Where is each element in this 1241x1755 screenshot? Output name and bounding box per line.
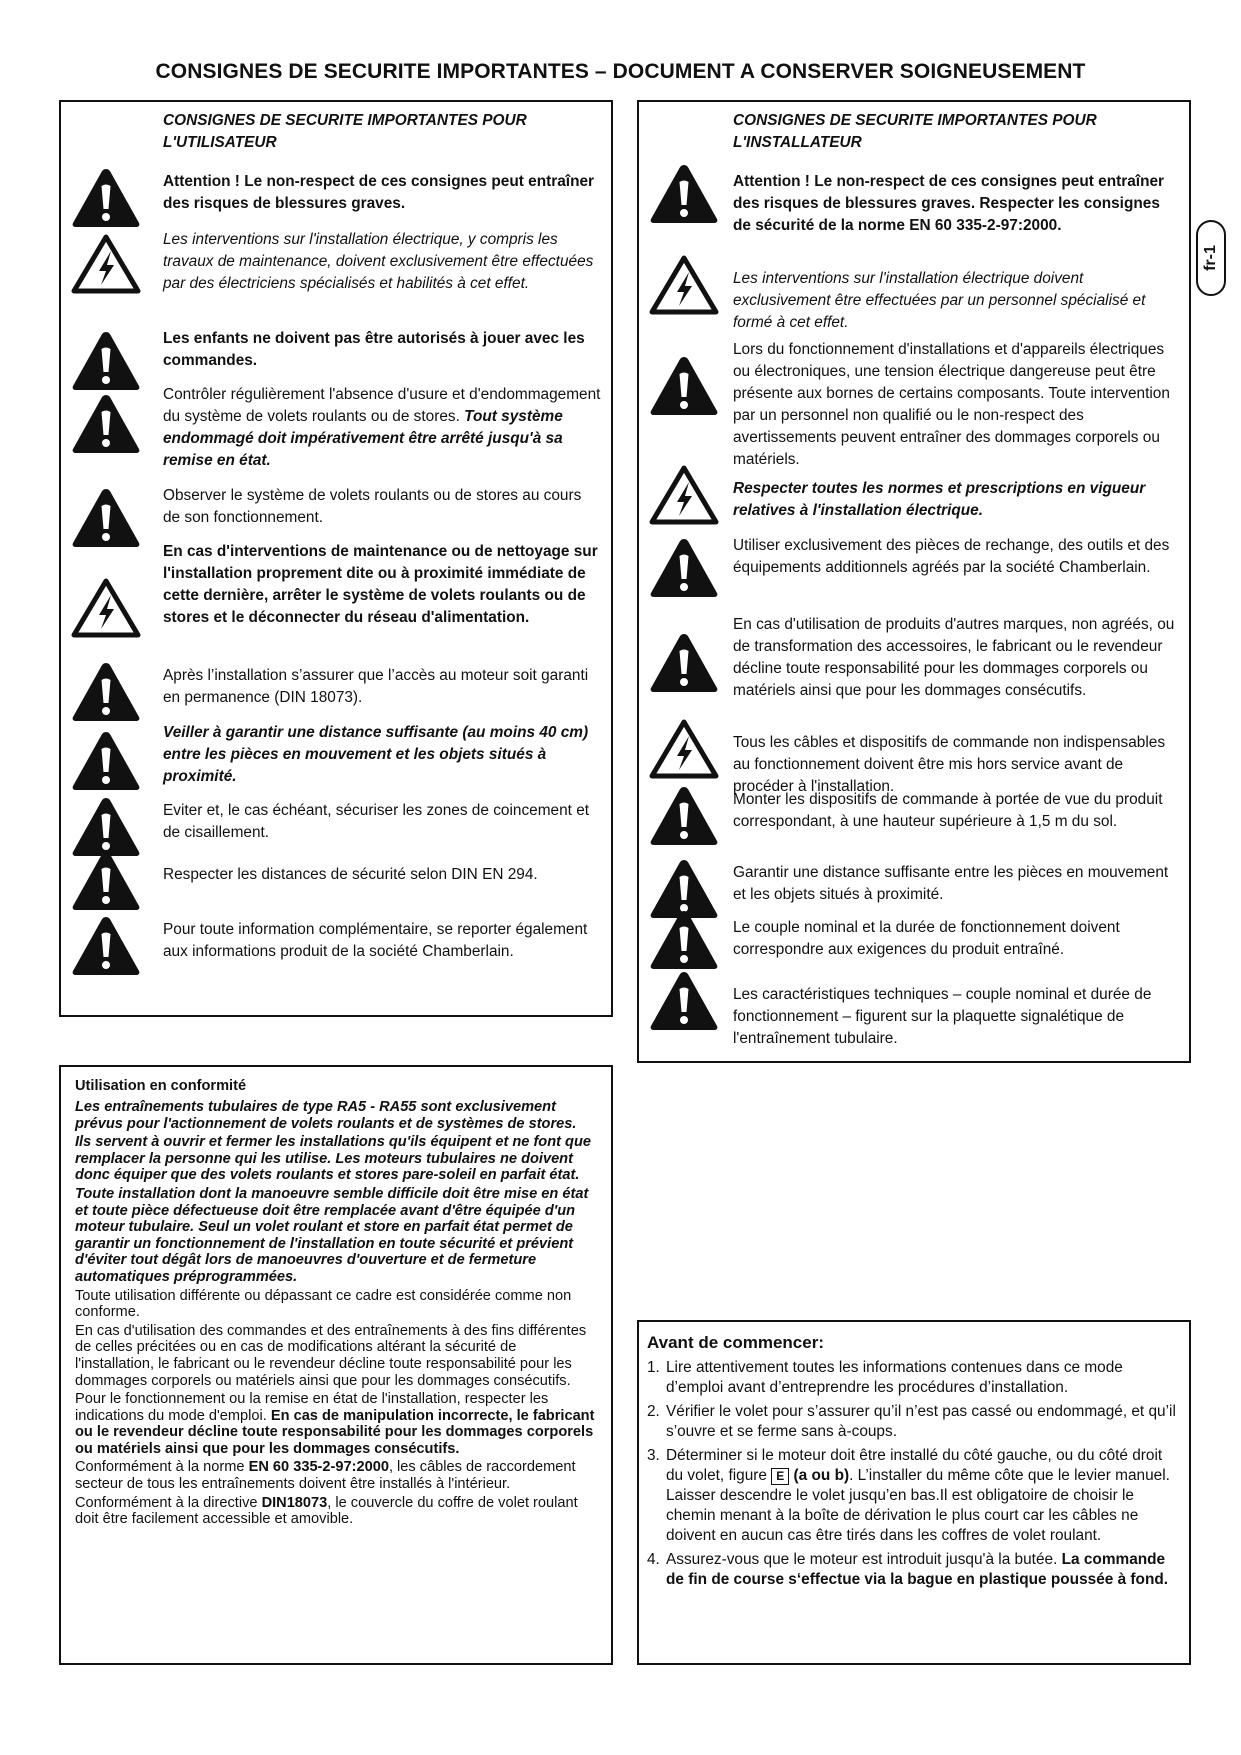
text-segment: Les interventions sur l'installation électrique doivent exclusivement être effectuées par un personnel spécialisé et formé à cet effet. — [733, 270, 1146, 331]
text-segment: Pour toute information complémentaire, se reporter également aux informations produit de la société Chamberlain. — [163, 921, 588, 960]
safety-item-text — [163, 722, 601, 788]
usage-box — [59, 1065, 613, 1665]
text-segment: Garantir une distance suffisante entre les pièces en mouvement et les objets situés à proximité. — [733, 864, 1169, 903]
text-segment: Ils servent à ouvrir et fermer les installations qu'ils équipent et ne font que remplacer la personne qui les utilise. Les moteurs tubulaires ne doivent donc équiper que des volets roulants et stores pare-soleil en parfait état. — [75, 1134, 591, 1184]
warning-icon — [649, 355, 719, 417]
text-segment: Veiller à garantir une distance suffisante (au moins 40 cm) entre les pièces en mouvement et les objets situés à proximité. — [163, 724, 589, 785]
text-segment: , les câbles de raccordement secteur de tous les entraînements doivent être installés à l'intérieur. — [75, 1459, 576, 1493]
before-steps — [647, 1358, 1179, 1590]
text-segment: Les enfants ne doivent pas être autorisés à jouer avec les commandes. — [163, 330, 585, 369]
warning-icon — [71, 730, 141, 792]
safety-item-text — [163, 229, 601, 295]
text-segment: . L’installer du même côte que le levier manuel. Laisser descendre le volet jusqu’en bas.Il est obligatoire de choisir le chemin menant à la boîte de dérivation le plus court car les câbles ne doivent en aucun cas être tirés dans les coffres de volet roulant. — [666, 1467, 1170, 1544]
text-segment: Les caractéristiques techniques – couple nominal et durée de fonctionnement – figurent sur la plaquette signalétique de l'entraînement tubulaire. — [733, 986, 1152, 1047]
step-number: 4. — [647, 1551, 660, 1568]
warning-icon — [71, 850, 141, 912]
safety-item-text — [733, 917, 1179, 961]
usage-paragraph — [75, 1495, 597, 1528]
warning-icon — [71, 167, 141, 229]
usage-paragraph — [75, 1134, 597, 1184]
text-segment: Lire attentivement toutes les informations contenues dans ce mode d’emploi avant d’entreprendre les procédures d’installation. — [666, 1359, 1123, 1396]
text-segment: DIN18073 — [261, 1494, 328, 1511]
text-segment: Vérifier le volet pour s’assurer qu’il n’est pas cassé ou endommagé, et qu’il s’ouvre et se ferme sans à-coups. — [666, 1403, 1176, 1440]
usage-paragraph — [75, 1323, 597, 1389]
text-segment: Toute utilisation différente ou dépassant ce cadre est considérée comme non conforme. — [75, 1287, 572, 1321]
safety-item-text — [163, 384, 601, 472]
page-tab — [1196, 220, 1226, 296]
text-segment: Le couple nominal et la durée de fonctionnement doivent correspondre aux exigences du produit entraîné. — [733, 919, 1120, 958]
step-number: 3. — [647, 1447, 660, 1464]
text-segment: En cas d'utilisation des commandes et des entraînements à des fins différentes de celles précitées ou en cas de modifications altérant la sécurité de l'installation, le fabricant ou le revendeur décline toute responsabilité pour les dommages corporels ou matériels ainsi que pour les dommages consécutifs. — [75, 1322, 587, 1389]
step-number: 2. — [647, 1403, 660, 1420]
safety-item-text — [733, 535, 1179, 579]
text-segment: Les interventions sur l'installation électrique, y compris les travaux de maintenance, doivent exclusivement être effectuées par des électriciens spécialisés et habilités à cet effet. — [163, 231, 594, 292]
text-segment: Conformément à la norme — [75, 1459, 249, 1476]
warning-icon — [71, 487, 141, 549]
page-tab-label: fr-1 — [1202, 245, 1219, 271]
usage-paragraph — [75, 1099, 597, 1132]
text-segment: Contrôler régulièrement l'absence d'usure et d'endommagement du système de volets roulants ou de stores. — [163, 386, 601, 425]
safety-item-text — [163, 485, 601, 529]
warning-icon — [71, 393, 141, 455]
safety-item-text — [163, 328, 601, 372]
electric-hazard-icon — [71, 577, 141, 639]
warning-icon — [71, 915, 141, 977]
warning-icon — [71, 661, 141, 723]
before-step — [647, 1358, 1179, 1398]
text-segment: EN 60 335-2-97:2000 — [248, 1459, 389, 1476]
figure-ref: E — [771, 1468, 789, 1485]
safety-item-text — [733, 478, 1179, 522]
page-title: CONSIGNES DE SECURITE IMPORTANTES – DOCUMENT A CONSERVER SOIGNEUSEMENT — [155, 60, 1086, 83]
usage-paragraph — [75, 1391, 597, 1457]
warning-icon — [649, 909, 719, 971]
text-segment: Respecter toutes les normes et prescriptions en vigueur relatives à l'installation électrique. — [733, 480, 1146, 519]
safety-item-text — [163, 665, 601, 709]
safety-item-text — [733, 789, 1179, 833]
safety-item-text — [733, 614, 1179, 702]
text-segment: En cas de manipulation incorrecte, le fabricant ou le revendeur décline toute responsabilité pour les dommages corporels ou matériels ainsi que pour les dommages consécutifs. — [75, 1407, 595, 1457]
safety-item-text — [163, 864, 601, 886]
electric-hazard-icon — [649, 254, 719, 316]
text-segment: Monter les dispositifs de commande à portée de vue du produit correspondant, à une hauteur supérieure à 1,5 m du sol. — [733, 791, 1163, 830]
before-box-heading: Avant de commencer: — [647, 1333, 824, 1352]
safety-item-text — [163, 171, 601, 215]
safety-item-text — [733, 171, 1179, 237]
text-segment: Assurez-vous que le moteur est introduit jusqu'à la butée. — [666, 1551, 1062, 1568]
warning-icon — [649, 785, 719, 847]
warning-icon — [649, 970, 719, 1032]
text-segment: Attention ! Le non-respect de ces consignes peut entraîner des risques de blessures graves. Respecter les consignes de sécurité de la norme EN 60 335-2-97:2000. — [733, 173, 1165, 234]
text-segment: Utiliser exclusivement des pièces de rechange, des outils et des équipements additionnels agréés par la société Chamberlain. — [733, 537, 1170, 576]
safety-item-text — [733, 984, 1179, 1050]
usage-paragraph — [75, 1459, 597, 1492]
text-segment: Observer le système de volets roulants ou de stores au cours de son fonctionnement. — [163, 487, 582, 526]
before-step — [647, 1402, 1179, 1442]
safety-item-text — [733, 862, 1179, 906]
text-segment: Tout système endommagé doit impérativement être arrêté jusqu'à sa remise en état. — [163, 408, 563, 469]
safety-item-text — [733, 339, 1179, 471]
electric-hazard-icon — [649, 718, 719, 780]
text-segment: Toute installation dont la manoeuvre semble difficile doit être mise en état et toute pièce défectueuse doit être remplacée avant d'être équipée d'un moteur tubulaire. Seul un volet roulant et store en parfait état permet de garantir un fonctionnement de l'installation en toute sécurité et prévient d'éviter tout dégât lors de manoeuvres d'ouverture et de fermeture automatiques préprogrammées. — [75, 1185, 589, 1285]
safety-item-text — [163, 541, 601, 629]
text-segment: , le couvercle du coffre de volet roulant doit être facilement accessible et amovible. — [75, 1494, 578, 1528]
before-start-box — [637, 1320, 1191, 1665]
usage-content — [75, 1099, 597, 1528]
electric-hazard-icon — [71, 233, 141, 295]
text-segment: Lors du fonctionnement d'installations et d'appareils électriques ou électroniques, une tension électrique dangereuse peut être présente aux bornes de certains composants. Toute intervention par un personnel non qualifié ou le non-respect des avertissements peuvent entraîner des dommages corporels ou matériels. — [733, 341, 1170, 468]
text-segment: En cas d'interventions de maintenance ou de nettoyage sur l'installation proprement dite ou à proximité immédiate de cette dernière, arrêter le système de volets roulants ou de stores et le déconnecter du réseau d'alimentation. — [163, 543, 598, 626]
before-step — [647, 1550, 1179, 1590]
text-segment: Pour le fonctionnement ou la remise en état de l'installation, respecter les indications du mode d'emploi. — [75, 1391, 549, 1424]
warning-icon — [649, 537, 719, 599]
warning-icon — [649, 163, 719, 225]
warning-icon — [71, 330, 141, 392]
usage-paragraph — [75, 1186, 597, 1286]
electric-hazard-icon — [649, 464, 719, 526]
warning-icon — [71, 796, 141, 858]
text-segment: Après l’installation s’assurer que l’accès au moteur soit garanti en permanence (DIN 18073). — [163, 667, 589, 706]
installer-safety-box — [637, 100, 1191, 1063]
safety-item-text — [733, 268, 1179, 334]
text-segment: La commande de fin de course s‘effectue via la bague en plastique poussée à fond. — [666, 1551, 1169, 1588]
text-segment: Déterminer si le moteur doit être installé du côté gauche, ou du côté droit du volet, figure — [666, 1447, 1163, 1484]
installer-box-heading: CONSIGNES DE SECURITE IMPORTANTES POUR L'INSTALLATEUR — [733, 112, 1097, 151]
safety-item-text — [163, 919, 601, 963]
safety-item-text — [163, 800, 601, 844]
user-box-heading: CONSIGNES DE SECURITE IMPORTANTES POUR L'UTILISATEUR — [163, 112, 527, 151]
text-segment: En cas d'utilisation de produits d'autres marques, non agréés, ou de transformation des accessoires, le fabricant ou le revendeur décline toute responsabilité pour les dommages corporels ou matériels ainsi que pour les dommages consécutifs. — [733, 616, 1175, 699]
text-segment: Les entraînements tubulaires de type RA5 - RA55 sont exclusivement prévus pour l'actionnement de volets roulants et de systèmes de stores. — [75, 1099, 577, 1132]
usage-box-heading: Utilisation en conformité — [75, 1078, 247, 1094]
text-segment: Respecter les distances de sécurité selon DIN EN 294. — [163, 866, 538, 883]
usage-paragraph — [75, 1288, 597, 1321]
step-number: 1. — [647, 1359, 660, 1376]
text-segment: Eviter et, le cas échéant, sécuriser les zones de coincement et de cisaillement. — [163, 802, 590, 841]
text-segment: Attention ! Le non-respect de ces consignes peut entraîner des risques de blessures graves. — [163, 173, 595, 212]
warning-icon — [649, 632, 719, 694]
text-segment: Tous les câbles et dispositifs de commande non indispensables au fonctionnement doivent être mis hors service avant de procéder à l'installation. — [733, 734, 1166, 795]
text-segment: (a ou b) — [789, 1467, 850, 1484]
before-step — [647, 1446, 1179, 1546]
user-safety-box — [59, 100, 613, 1017]
text-segment: Conformément à la directive — [75, 1494, 262, 1511]
